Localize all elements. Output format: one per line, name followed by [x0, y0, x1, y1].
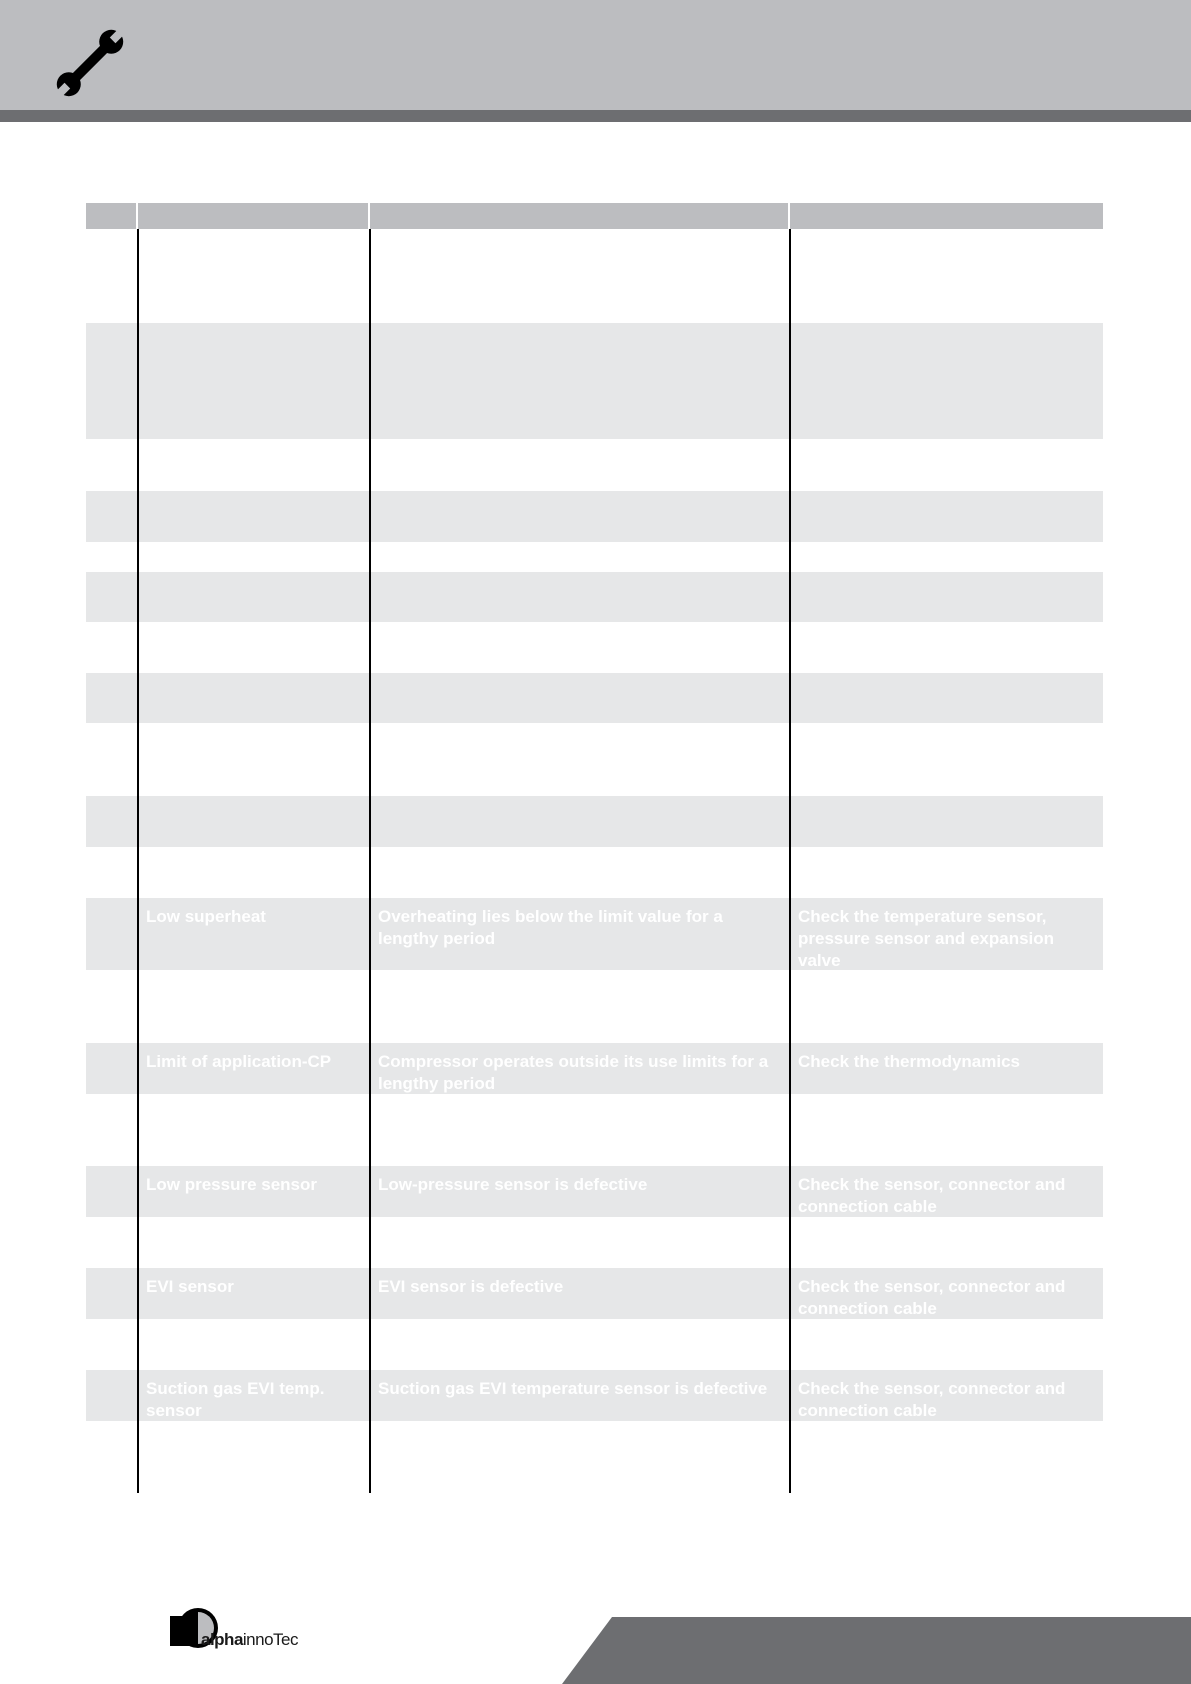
row-description	[370, 723, 790, 796]
row-display	[138, 1217, 370, 1268]
row-number	[86, 1094, 138, 1166]
row-remedy	[790, 970, 1103, 1043]
row-number	[86, 1421, 138, 1493]
row-number	[86, 572, 138, 622]
row-display	[138, 673, 370, 723]
row-display	[138, 229, 370, 323]
table-row	[86, 491, 1103, 542]
row-remedy	[790, 572, 1103, 622]
row-description	[370, 622, 790, 673]
row-description	[370, 673, 790, 723]
row-remedy	[790, 673, 1103, 723]
table-row	[86, 229, 1103, 323]
row-description	[370, 542, 790, 572]
row-display	[138, 323, 370, 439]
table-row	[86, 622, 1103, 673]
row-display	[138, 439, 370, 491]
table-row	[86, 847, 1103, 898]
row-remedy: Check the sensor, connector and connection cable	[798, 1175, 1066, 1216]
row-display	[138, 796, 370, 847]
row-number	[86, 229, 138, 323]
row-remedy	[790, 323, 1103, 439]
header-cell-no	[86, 203, 138, 229]
table-row	[86, 1217, 1103, 1268]
row-remedy	[790, 229, 1103, 323]
row-number	[86, 542, 138, 572]
table-row	[86, 796, 1103, 847]
column-divider-1	[137, 229, 139, 1493]
row-number	[86, 1217, 138, 1268]
logo-wordmark	[201, 1630, 298, 1650]
table-body	[86, 229, 1103, 1493]
table-row	[86, 1319, 1103, 1370]
table-row	[86, 723, 1103, 796]
row-description	[370, 1094, 790, 1166]
table-header-row	[86, 203, 1103, 229]
table-row	[86, 1421, 1103, 1493]
row-number	[86, 847, 138, 898]
row-number	[86, 898, 138, 970]
logo-word-alpha: alpha	[201, 1630, 243, 1649]
row-remedy	[790, 439, 1103, 491]
row-description	[370, 572, 790, 622]
column-divider-3	[789, 229, 791, 1493]
row-description: Suction gas EVI temperature sensor is defective	[378, 1379, 768, 1398]
row-description	[370, 1421, 790, 1493]
row-description	[370, 439, 790, 491]
row-display	[138, 970, 370, 1043]
row-display	[138, 491, 370, 542]
table-row	[86, 542, 1103, 572]
error-table	[86, 203, 1103, 1493]
row-display	[138, 1094, 370, 1166]
row-description: Compressor operates outside its use limits for a lengthy period	[378, 1052, 769, 1093]
row-number	[86, 323, 138, 439]
table-row	[86, 1166, 1103, 1217]
row-description: EVI sensor is defective	[378, 1277, 564, 1296]
table-row	[86, 970, 1103, 1043]
table-row	[86, 1094, 1103, 1166]
row-number	[86, 439, 138, 491]
row-display	[138, 622, 370, 673]
table-row	[86, 439, 1103, 491]
row-remedy	[790, 1217, 1103, 1268]
row-remedy: Check the temperature sensor, pressure sensor and expansion valve	[798, 907, 1055, 970]
table-row	[86, 898, 1103, 970]
header-band	[0, 0, 1191, 110]
row-description	[370, 796, 790, 847]
table-row	[86, 323, 1103, 439]
table-row	[86, 1043, 1103, 1094]
row-number	[86, 1370, 138, 1421]
row-display: Low pressure sensor	[146, 1175, 318, 1194]
row-number	[86, 673, 138, 723]
header-rule	[0, 110, 1191, 122]
row-display	[138, 572, 370, 622]
row-display	[138, 1421, 370, 1493]
row-description	[370, 491, 790, 542]
row-display	[138, 847, 370, 898]
row-remedy	[790, 622, 1103, 673]
table-row	[86, 673, 1103, 723]
column-divider-2	[369, 229, 371, 1493]
row-number	[86, 1319, 138, 1370]
row-description	[370, 323, 790, 439]
header-cell-remedy	[790, 203, 1103, 229]
row-number	[86, 622, 138, 673]
row-display: EVI sensor	[146, 1277, 234, 1296]
row-description	[370, 970, 790, 1043]
row-remedy: Check the sensor, connector and connection cable	[798, 1277, 1066, 1318]
row-number	[86, 1268, 138, 1319]
header-cell-display	[138, 203, 370, 229]
table-row	[86, 1268, 1103, 1319]
table-row	[86, 1370, 1103, 1421]
row-remedy: Check the sensor, connector and connection cable	[798, 1379, 1066, 1420]
row-number	[86, 1166, 138, 1217]
row-description	[370, 229, 790, 323]
logo-word-innotec: innoTec	[242, 1630, 299, 1649]
row-display	[138, 542, 370, 572]
row-remedy: Check the thermodynamics	[798, 1052, 1021, 1071]
row-display	[138, 1319, 370, 1370]
row-display	[138, 723, 370, 796]
row-number	[86, 970, 138, 1043]
row-number	[86, 1043, 138, 1094]
row-remedy	[790, 542, 1103, 572]
row-remedy	[790, 1421, 1103, 1493]
row-description	[370, 847, 790, 898]
row-display: Low superheat	[146, 907, 266, 926]
row-remedy	[790, 796, 1103, 847]
row-remedy	[790, 1094, 1103, 1166]
wrench-icon	[50, 26, 130, 100]
row-description: Low-pressure sensor is defective	[378, 1175, 648, 1194]
row-display: Suction gas EVI temp. sensor	[146, 1379, 325, 1420]
table-row	[86, 572, 1103, 622]
header-cell-description	[370, 203, 790, 229]
row-remedy	[790, 847, 1103, 898]
row-description	[370, 1319, 790, 1370]
row-number	[86, 796, 138, 847]
row-number	[86, 723, 138, 796]
row-remedy	[790, 491, 1103, 542]
row-remedy	[790, 1319, 1103, 1370]
row-remedy	[790, 723, 1103, 796]
row-description: Overheating lies below the limit value for a lengthy period	[378, 907, 723, 948]
row-description	[370, 1217, 790, 1268]
row-display: Limit of application-CP	[146, 1052, 332, 1071]
row-number	[86, 491, 138, 542]
